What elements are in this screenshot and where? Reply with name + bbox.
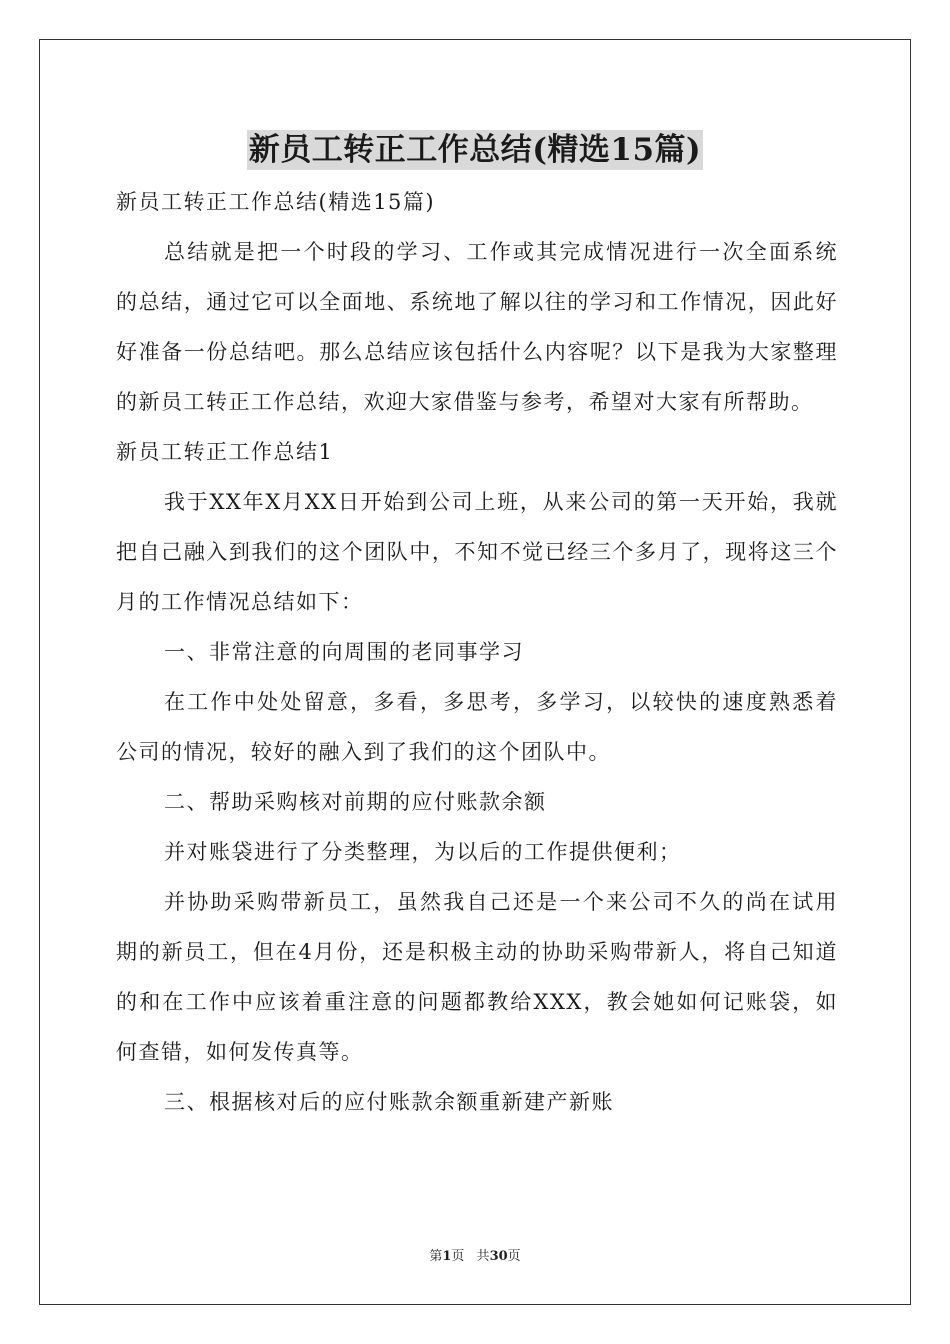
list-heading: 一、非常注意的向周围的老同事学习 (164, 640, 524, 664)
page-number: 1 (442, 1249, 452, 1264)
total-prefix: 共 (476, 1249, 490, 1264)
paragraph-subtitle: 新员工转正工作总结(精选15篇) (116, 190, 436, 214)
section-heading: 新员工转正工作总结1 (116, 440, 334, 464)
paragraph: 在工作中处处留意，多看，多思考，多学习，以较快的速度熟悉着公司的情况，较好的融入到了我们的这个团队中。 (116, 690, 838, 764)
total-pages: 30 (489, 1249, 508, 1264)
title-area (0, 130, 950, 170)
total-indicator (477, 1249, 521, 1264)
document-body (116, 177, 838, 1127)
page-footer (0, 1245, 950, 1264)
paragraph: 并对账袋进行了分类整理，为以后的工作提供便利； (164, 840, 682, 864)
paragraph-intro: 总结就是把一个时段的学习、工作或其完成情况进行一次全面系统的总结，通过它可以全面地、系统地了解以往的学习和工作情况，因此好好准备一份总结吧。那么总结应该包括什么内容呢？以下是我为大家整理的新员工转正工作总结，欢迎大家借鉴与参考，希望对大家有所帮助。 (116, 240, 838, 414)
paragraph: 并协助采购带新员工，虽然我自己还是一个来公司不久的尚在试用期的新员工，但在4月份，还是积极主动的协助采购带新人，将自己知道的和在工作中应该着重注意的问题都教给XXX，教会她如何记账袋，如何查错，如何发传真等。 (116, 890, 838, 1064)
list-heading: 三、根据核对后的应付账款余额重新建产新账 (164, 1090, 614, 1114)
list-heading: 二、帮助采购核对前期的应付账款余额 (164, 790, 547, 814)
page-indicator (429, 1249, 464, 1264)
total-suffix: 页 (507, 1249, 521, 1264)
page-suffix: 页 (451, 1249, 465, 1264)
document-title: 新员工转正工作总结(精选15篇) (248, 132, 702, 168)
page-prefix: 第 (429, 1249, 443, 1264)
paragraph: 我于XX年X月XX日开始到公司上班，从来公司的第一天开始，我就把自己融入到我们的这个团队中，不知不觉已经三个多月了，现将这三个月的工作情况总结如下： (116, 490, 838, 614)
